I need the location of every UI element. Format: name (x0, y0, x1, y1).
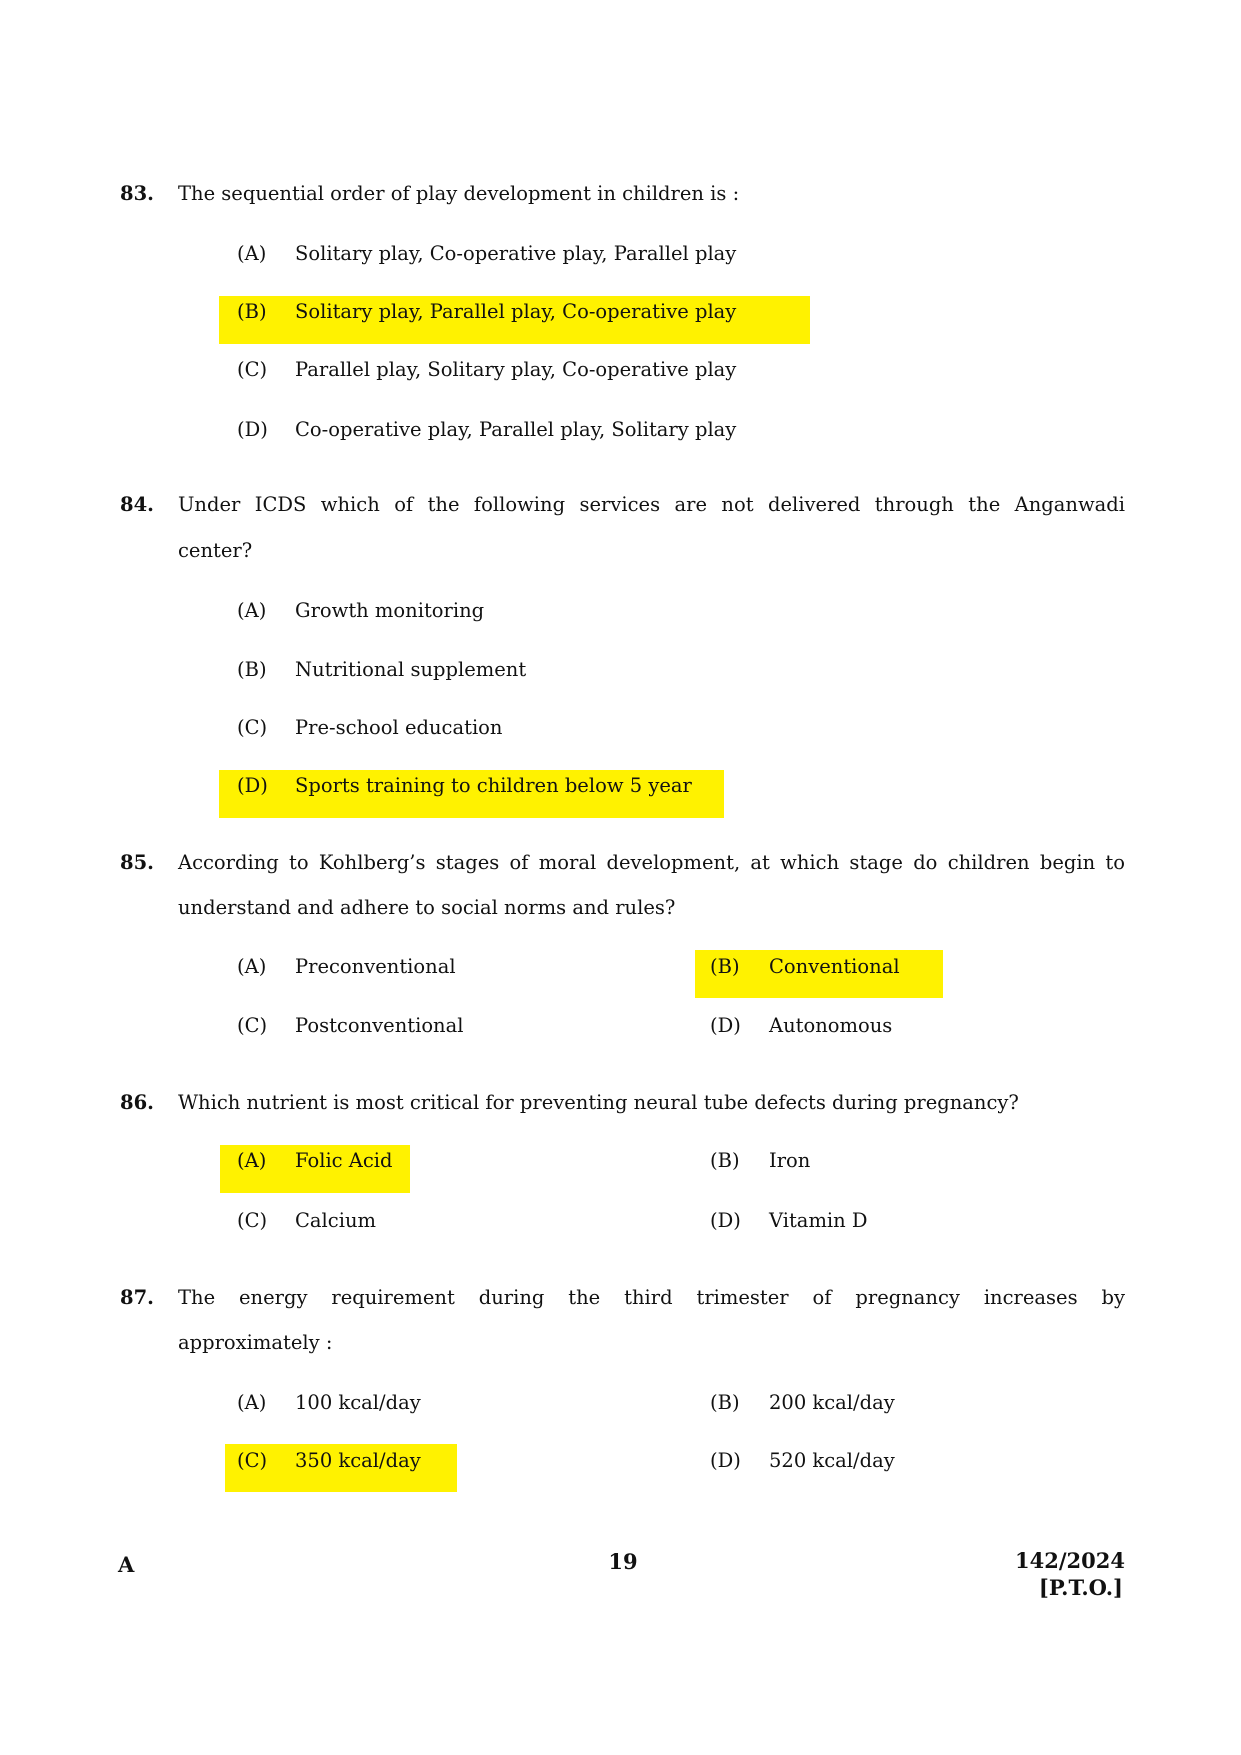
option-text: Nutritional supplement (295, 658, 527, 681)
option-text: Calcium (295, 1209, 376, 1232)
option-label: (C) (237, 1014, 268, 1037)
option-text: Growth monitoring (295, 599, 485, 622)
option-text-correct: Sports training to children below 5 year (295, 774, 692, 797)
option-label: (B) (710, 955, 740, 978)
option-text: 200 kcal/day (769, 1391, 895, 1414)
option-label: (B) (237, 300, 267, 323)
option-text: Autonomous (769, 1014, 893, 1037)
option-label: (A) (237, 1149, 267, 1172)
option-label: (A) (237, 599, 267, 622)
option-text: Parallel play, Solitary play, Co-operative play (295, 358, 737, 381)
option-text: Postconventional (295, 1014, 464, 1037)
option-text: 520 kcal/day (769, 1449, 895, 1472)
option-label: (D) (237, 418, 268, 441)
option-label: (B) (237, 658, 267, 681)
question-number: 86. (120, 1091, 154, 1114)
option-text-correct: Solitary play, Parallel play, Co-operative play (295, 300, 737, 323)
option-text: Solitary play, Co-operative play, Parallel play (295, 242, 737, 265)
question-number: 85. (120, 851, 154, 874)
question-text: The sequential order of play development in children is : (178, 182, 740, 205)
question-text-line2: understand and adhere to social norms and rules? (178, 896, 676, 919)
option-label: (C) (237, 1449, 268, 1472)
option-text: Iron (769, 1149, 811, 1172)
option-label: (D) (710, 1449, 741, 1472)
footer-pto: [P.T.O.] (1038, 1575, 1123, 1600)
option-label: (B) (710, 1149, 740, 1172)
question-text-line1: Under ICDS which of the following services are not delivered through the Anganwadi (178, 493, 1125, 516)
option-label: (A) (237, 1391, 267, 1414)
option-label: (A) (237, 242, 267, 265)
option-text: Co-operative play, Parallel play, Solitary play (295, 418, 737, 441)
option-label: (D) (710, 1014, 741, 1037)
question-number: 87. (120, 1286, 154, 1309)
option-text: 100 kcal/day (295, 1391, 421, 1414)
question-text-line1: According to Kohlberg’s stages of moral development, at which stage do children begin to (178, 851, 1125, 874)
option-label: (D) (710, 1209, 741, 1232)
footer-paper-code: 142/2024 (1015, 1548, 1125, 1573)
option-text: Preconventional (295, 955, 456, 978)
option-text-correct: Conventional (769, 955, 900, 978)
question-number: 83. (120, 182, 154, 205)
option-label: (A) (237, 955, 267, 978)
question-number: 84. (120, 493, 154, 516)
option-label: (C) (237, 358, 268, 381)
option-text: Pre-school education (295, 716, 503, 739)
question-text-line2: approximately : (178, 1331, 333, 1354)
option-text-correct: Folic Acid (295, 1149, 393, 1172)
footer-page-number: 19 (608, 1549, 638, 1574)
question-text: Which nutrient is most critical for preventing neural tube defects during pregnancy? (178, 1091, 1019, 1114)
option-text: Vitamin D (769, 1209, 868, 1232)
option-label: (C) (237, 716, 268, 739)
option-text-correct: 350 kcal/day (295, 1449, 421, 1472)
option-label: (C) (237, 1209, 268, 1232)
question-text-line1: The energy requirement during the third trimester of pregnancy increases by (178, 1286, 1125, 1309)
question-text-line2: center? (178, 539, 253, 562)
footer-series: A (118, 1552, 135, 1577)
option-label: (B) (710, 1391, 740, 1414)
option-label: (D) (237, 774, 268, 797)
